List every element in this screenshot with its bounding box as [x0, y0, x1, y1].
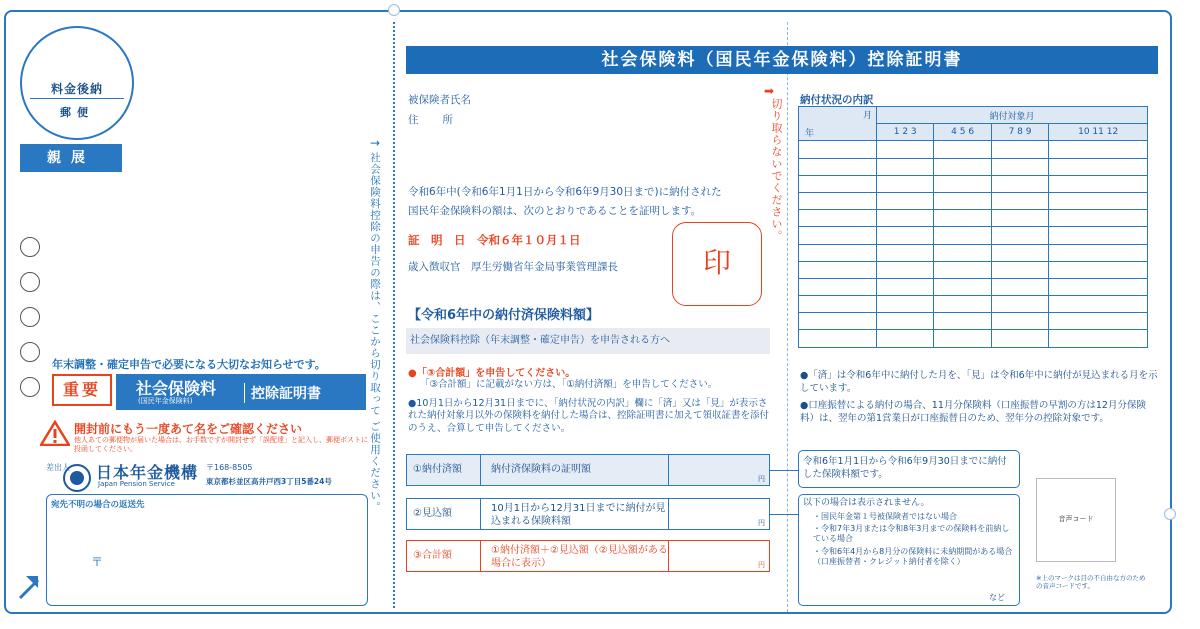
- right-note-1: ●「済」は令和6年中に納付した月を、「見」は令和6年中に納付が見込まれる月を示しています。: [800, 370, 1158, 394]
- month-group: 7 8 9: [991, 124, 1048, 141]
- yen-unit: 円: [758, 561, 765, 569]
- row-label: ③合計額: [407, 541, 481, 571]
- row-label: ②見込額: [407, 499, 481, 529]
- official-seal: 印: [672, 222, 762, 306]
- table-title: 納付状況の内訳: [800, 94, 874, 106]
- section-title: 【令和6年中の納付済保険料額】: [408, 308, 600, 323]
- title-right: 控除証明書: [244, 383, 321, 403]
- title-sub: (国民年金保険料): [138, 397, 193, 405]
- postage-line1: 料金後納: [50, 82, 103, 96]
- connector-line: [770, 470, 798, 471]
- insured-name-label: 被保険者氏名: [408, 94, 471, 106]
- right-note-2: ●口座振替による納付の場合、11月分保険料（口座振替の早割の方は12月分保険料）は、翌年の第1営業日が口座振替日のため、翌年分の控除対象です。: [800, 400, 1146, 424]
- dashed-divider: [787, 22, 788, 612]
- warning-body: 他人あての郵便物が届いた場合は、お手数ですが開封せず「誤配達」と記入し、郵便ポストに投函してください。: [74, 436, 368, 454]
- arrow-right-icon: ➡: [764, 84, 775, 98]
- amount-row-paid: [406, 454, 770, 486]
- deduction-band: 社会保険料控除（年末調整・確定申告）を申告される方へ: [406, 328, 770, 354]
- warning-icon: [40, 420, 70, 446]
- row-label: ①納付済額: [407, 455, 481, 485]
- row-desc: 10月1日から12月31日までに納付が見込まれる保険料額: [481, 499, 669, 529]
- pension-logo-icon: [62, 463, 92, 493]
- perforation-line: [393, 22, 395, 608]
- voice-code-note: ※上のマークは目の不自由な方のための音声コードです。: [1036, 574, 1146, 591]
- not-shown-item: ・令和6年4月から8月分の保険料に未納期間がある場合（口座振替者・クレジット納付者を除く）: [813, 546, 1013, 567]
- punch-hole: [20, 272, 40, 292]
- org-name-en: Japan Pension Service: [98, 480, 175, 488]
- punch-hole: [20, 307, 40, 327]
- corner-arrow-icon: [16, 574, 42, 602]
- org-name: 日本年金機構: [96, 463, 199, 482]
- note1-body: 「③合計額」に記載がない方は、「①納付済額」を申告してください。: [420, 379, 718, 390]
- return-title: 宛先不明の場合の返送先: [51, 500, 145, 510]
- voice-code-box: 音声コード: [1036, 478, 1116, 562]
- month-group: 1 2 3: [877, 124, 934, 141]
- amount-row-expected: [406, 498, 770, 530]
- postal-code: 〒168-8505: [206, 463, 253, 472]
- postage-mark: [20, 26, 134, 140]
- punch-hole: [20, 377, 40, 397]
- notch: [1164, 508, 1176, 520]
- row-desc: ①納付済額＋②見込額（②見込額がある場合に表示）: [481, 541, 669, 571]
- cut-instruction: 社会保険料控除の申告の際は、ここから切り取って ご使用ください。: [369, 152, 381, 513]
- month-label: 月: [862, 111, 872, 121]
- punch-hole: [20, 237, 40, 257]
- not-shown-box: [798, 494, 1020, 606]
- note2: ●10月1日から12月31日までに、「納付状況の内訳」欄に「済」又は「見」が表示された納付対象月以外の保険料を納付した場合は、控除証明書に加えて領収証書を添付のうえ、合算して申告してください。: [408, 398, 770, 434]
- address-label: 住所: [408, 114, 477, 126]
- connector-line: [770, 514, 798, 515]
- yen-unit: 円: [758, 519, 765, 527]
- officer-title: 歳入徴収官 厚生労働省年金局事業管理課長: [408, 261, 618, 273]
- certificate-header: 社会保険料（国民年金保険料）控除証明書: [406, 46, 1158, 74]
- notice-text: 年末調整・確定申告で必要になる大切なお知らせです。: [52, 358, 326, 371]
- year-label: 年: [805, 129, 815, 140]
- month-group: 4 5 6: [934, 124, 991, 141]
- certification-date: 証 明 日 令和６年１０月１日: [408, 233, 581, 247]
- not-shown-item: ・令和7年3月または令和8年3月までの保険料を前納している場合: [813, 524, 1010, 544]
- certify-line-2: 国民年金保険料の額は、次のとおりであることを証明します。: [408, 205, 702, 217]
- envelope-title: [116, 374, 366, 410]
- confidential-badge: 親展: [20, 144, 122, 172]
- org-address: 東京都杉並区高井戸西3丁目5番24号: [206, 477, 332, 486]
- target-month-header: 納付対象月: [877, 107, 1148, 124]
- return-address-box: [46, 494, 368, 606]
- amount-row-total: [406, 540, 770, 572]
- yen-unit: 円: [758, 475, 765, 483]
- title-main: 社会保険料: [136, 379, 217, 398]
- table-corner: [799, 107, 877, 141]
- warning-title: 開封前にもう一度あて名をご確認ください: [74, 422, 303, 436]
- notch: [388, 4, 400, 16]
- note1-title: ●「③合計額」を申告してください。: [408, 368, 576, 379]
- row-desc: 納付済保険料の証明額: [481, 455, 669, 485]
- payment-status-table: [798, 106, 1148, 348]
- not-shown-title: 以下の場合は表示されません。: [803, 498, 930, 508]
- month-group: 10 11 12: [1049, 124, 1148, 141]
- sender-label: 差出人: [46, 463, 70, 472]
- important-badge: 重要: [52, 374, 112, 406]
- arrow-right-icon: →: [370, 136, 381, 150]
- paid-explanation-box: 令和6年1月1日から令和6年9月30日までに納付した保険料額です。: [798, 450, 1020, 488]
- zip-mark: 〒: [91, 555, 104, 569]
- certify-line-1: 令和6年中(令和6年1月1日から令和6年9月30日まで)に納付された: [408, 186, 722, 198]
- do-not-cut-note: 切り取らないでください。: [770, 98, 783, 242]
- not-shown-item: ・国民年金第１号被保険者ではない場合: [813, 511, 957, 521]
- etc-label: など: [989, 592, 1005, 602]
- punch-hole: [20, 342, 40, 362]
- postage-line2: 郵便: [60, 106, 94, 119]
